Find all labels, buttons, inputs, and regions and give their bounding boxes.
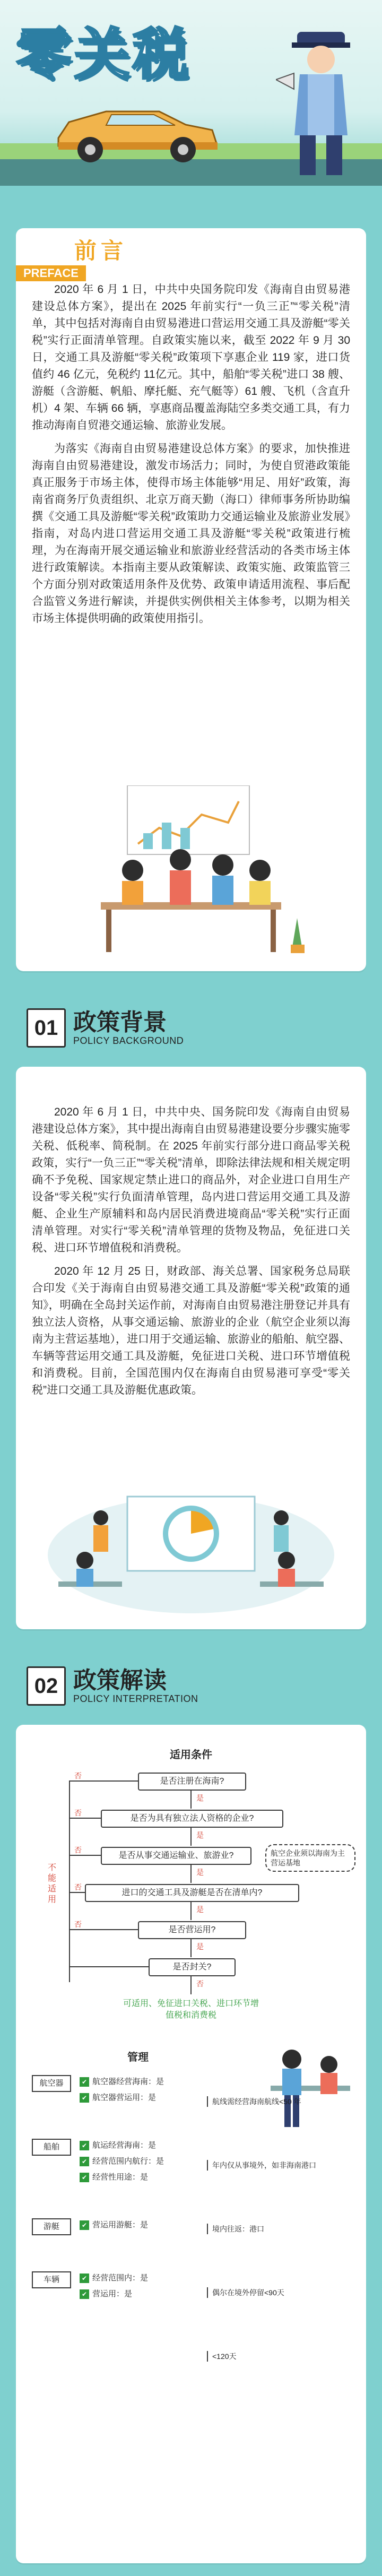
preface-paragraph-1: 2020 年 6 月 1 日，中共中央国务院印发《海南自由贸易港建设总体方案》，提出在 2025 年前实行“一负三正”“零关税”清单，其中包括对海南自由贸易港进口营运用交通工具及游艇“零关税”实行正面清单管理。自政策实施以来，截至 2022 年 9 月 30 日，交通工具及游艇“零关税”政策项下享惠企业 119 家，进口货值约 46 亿元，免税约 11亿元。其中，船舶“零关税”进口 38 艘、游艇（含游艇、帆船、摩托艇、充气艇等）61 艘、飞机（含直升机）4 架、车辆 66 辆，享惠商品覆盖海陆空多类交通工具，有力推动海南自贸港交通运输、旅游业发展。 <box>32 283 350 431</box>
mgmt-row-item <box>80 2271 148 2285</box>
flow-result: 可适用、免征进口关税、进口环节增值税和消费税 <box>123 1999 259 2020</box>
mgmt-row-item <box>80 2155 164 2168</box>
flow-q6: 是否封关? <box>149 1958 236 1976</box>
mgmt-title: 管理 <box>127 2052 149 2063</box>
mgmt-item-text: 航运经营海南：是 <box>92 2141 157 2150</box>
check-icon: ✔ <box>80 2093 89 2103</box>
preface-card <box>16 228 366 971</box>
section-2-title: 政策解读 <box>73 1667 167 1693</box>
flow-no-label: 否 <box>74 1920 82 1929</box>
mgmt-row-label: 航空器 <box>32 2075 71 2092</box>
section-1-paragraph-1: 2020 年 6 月 1 日，中共中央、国务院印发《海南自由贸易港建设总体方案》，其中提出海南自由贸易港建设要分步骤实施零关税、低税率、简税制。在 2025 年前实行部分进口商品零关税政策，实行“一负三正”“零关税”清单，即除法律法规和相关规定明确不予免税、国家规定禁止进口的商品外，对企业进口自用生产设备“零关税”实行负面清单管理，岛内进口营运用交通工具及游艇、企业生产原辅料和岛内居民消费进境商品“零关税”实行正面清单管理。对实行“零关税”清单管理的货物及物品，免征进口关税、进口环节增值税和消费税。 <box>32 1106 350 1254</box>
section-1-heading <box>27 1008 184 1048</box>
mgmt-note: 航线需经营海南航线<50 年 <box>207 2096 350 2107</box>
banner-title: 零关税 <box>16 24 192 85</box>
section-1-card <box>16 1067 366 1629</box>
flow-yes-label: 是 <box>196 1868 204 1877</box>
banner <box>0 0 382 186</box>
flow-no-branch <box>69 1855 101 1856</box>
flow-no-label: 否 <box>74 1883 82 1891</box>
section-2-subtitle: POLICY INTERPRETATION <box>73 1693 198 1704</box>
flow-yes-label: 是 <box>196 1905 204 1914</box>
mgmt-item-text: 经营范围内航行：是 <box>92 2157 164 2166</box>
mgmt-illustration <box>265 2033 355 2139</box>
mgmt-row-item <box>80 2218 148 2232</box>
section-1-subtitle: POLICY BACKGROUND <box>73 1035 184 1046</box>
flow-yes-label: 是 <box>196 1794 204 1802</box>
check-icon: ✔ <box>80 2289 89 2299</box>
flow-q4: 进口的交通工具及游艇是否在清单内? <box>85 1884 299 1902</box>
mgmt-row-item <box>80 2091 156 2105</box>
flow-arrow <box>190 1790 192 1809</box>
mgmt-row-label: 船舶 <box>32 2139 71 2156</box>
section-1-body <box>32 1104 350 1405</box>
check-icon: ✔ <box>80 2274 89 2283</box>
mgmt-item-text: 航空器经营海南：是 <box>92 2077 164 2086</box>
check-icon: ✔ <box>80 2077 89 2087</box>
flow-no-branch <box>69 1966 149 1967</box>
preface-body <box>32 281 350 634</box>
flow-not-apply: 不能适用 <box>48 1863 57 1904</box>
preface-subtitle: PREFACE <box>16 265 86 281</box>
flow-title: 适用条件 <box>170 1749 212 1761</box>
mgmt-row-item <box>80 2075 164 2089</box>
mgmt-item-text: 经营性用途：是 <box>92 2173 149 2182</box>
section-1-paragraph-2: 2020 年 12 月 25 日，财政部、海关总署、国家税务总局联合印发《关于海南自由贸易港交通工具及游艇“零关税”政策的通知》，明确在全岛封关运作前，对海南自由贸易港注册登记并具有独立法人资格，从事交通运输、旅游业的企业（航空企业须以海南为主营运基地），进口用于交通运输、旅游业的船舶、航空器、车辆等营运用交通工具及游艇，免征进口关税、进口环节增值税和消费税。目前，全国范围内仅在海南自由贸易港可享受“零关税”进口交通工具及游艇优惠政策。 <box>32 1265 350 1396</box>
preface-heading <box>16 234 143 281</box>
flow-q1: 是否注册在海南? <box>138 1773 246 1791</box>
flow-no-branch <box>69 1818 101 1819</box>
flow-bubble: 航空企业须以海南为主营运基地 <box>265 1844 355 1872</box>
flow-arrow <box>190 1827 192 1846</box>
officer-illustration <box>276 21 366 180</box>
flow-no-label: 否 <box>74 1809 82 1817</box>
flow-no-rail <box>69 1780 70 1982</box>
meeting-illustration <box>69 785 313 955</box>
mgmt-row-item <box>80 2287 132 2301</box>
flow-arrow <box>190 1864 192 1883</box>
flow-q5: 是否营运用? <box>138 1921 246 1939</box>
flow-no-label: 否 <box>74 1846 82 1854</box>
car-illustration <box>48 90 223 165</box>
flow-yes-label: 是 <box>196 1942 204 1951</box>
check-icon: ✔ <box>80 2141 89 2150</box>
flow-arrow <box>190 1975 192 1994</box>
preface-paragraph-2: 为落实《海南自由贸易港建设总体方案》的要求，加快推进海南自由贸易港建设，激发市场活力；同时，为使自贸港政策能真正服务于市场主体，使得市场主体能够“用足、用好”政策，海南省商务厅负责组织、北京万商天勤（海口）律师事务所协助编撰《交通工具及游艇“零关税”政策助力交通运输业及旅游业发展》指南，对岛内进口营运用交通工具及游艇“零关税”政策进行梳理，为在海南开展交通运输业和旅游业经营活动的各类市场主体进行政策解读。本指南主要从政策解读、政策实施、政策监管三个方面分别对政策适用条件及优势、政策申请适用流程、事后配合监管义务进行解读，并提供实例供相关主体参考，以期为相关市场主体提供明确的政策使用指引。 <box>32 443 350 625</box>
section-1-title: 政策背景 <box>73 1009 167 1035</box>
flow-q2: 是否为具有独立法人资格的企业? <box>101 1810 283 1828</box>
mgmt-note: 境内往返：港口 <box>207 2224 350 2234</box>
mgmt-item-text: 营运用游艇：是 <box>92 2220 149 2229</box>
mgmt-item-text: 营运用：是 <box>92 2289 133 2298</box>
flow-arrow <box>190 1938 192 1957</box>
office-illustration <box>37 1475 345 1619</box>
flow-no-label: 否 <box>196 1979 204 1988</box>
section-2-card <box>16 1725 366 2563</box>
check-icon: ✔ <box>80 2157 89 2166</box>
section-2-number: 02 <box>27 1666 66 1706</box>
section-2-heading <box>27 1666 198 1706</box>
mgmt-item-text: 航空器营运用：是 <box>92 2093 157 2102</box>
check-icon: ✔ <box>80 2220 89 2230</box>
flow-no-label: 否 <box>74 1771 82 1780</box>
mgmt-note: <120天 <box>207 2351 350 2362</box>
mgmt-row-item <box>80 2139 156 2153</box>
flow-arrow <box>190 1901 192 1920</box>
mgmt-item-text: 经营范围内：是 <box>92 2274 149 2283</box>
mgmt-row-item <box>80 2171 148 2184</box>
mgmt-note: 年内仅从事境外，如非海南港口 <box>207 2160 350 2171</box>
flow-q3: 是否从事交通运输业、旅游业? <box>101 1847 251 1865</box>
mgmt-note: 偶尔在境外停留<90天 <box>207 2287 350 2298</box>
preface-title: 前言 <box>74 238 128 263</box>
mgmt-row-label: 车辆 <box>32 2271 71 2288</box>
flow-yes-label: 是 <box>196 1831 204 1839</box>
check-icon: ✔ <box>80 2173 89 2182</box>
mgmt-row-label: 游艇 <box>32 2218 71 2235</box>
section-1-number: 01 <box>27 1008 66 1048</box>
